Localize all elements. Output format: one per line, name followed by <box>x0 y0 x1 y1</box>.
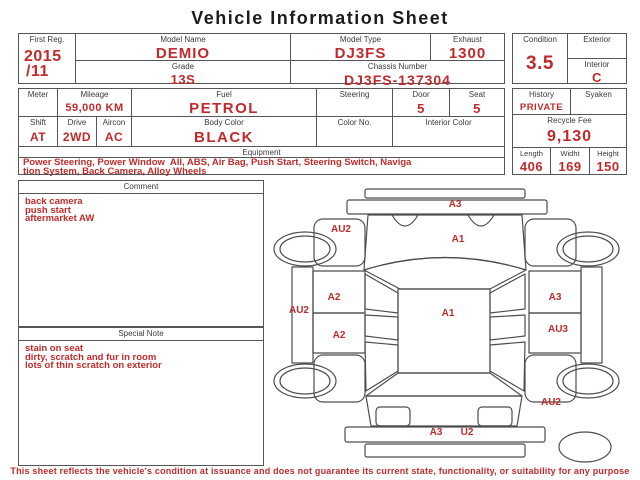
cell-door <box>393 89 450 117</box>
cell-color-no <box>317 117 393 147</box>
meter-value <box>19 100 57 116</box>
comment-label: Comment <box>19 181 263 194</box>
aircon-value: AC <box>104 130 124 144</box>
cell-exhaust <box>431 34 504 61</box>
equipment-text <box>19 157 504 177</box>
recycle-fee-value: 9,130 <box>546 128 593 145</box>
meter-label: Meter <box>27 90 49 99</box>
hood-arc-left <box>392 215 418 226</box>
right-quarter-window <box>490 342 525 391</box>
seat-value: 5 <box>473 100 481 116</box>
cell-length <box>513 148 551 174</box>
model-name-value: DEMIO <box>155 45 211 62</box>
left-front-wheel <box>274 232 336 266</box>
steering-value <box>317 100 392 116</box>
damage-label-left-front-fender: AU2 <box>330 224 352 235</box>
mileage-value: 59,000 KM <box>65 102 124 114</box>
right-rear-window <box>490 315 525 340</box>
cell-fuel <box>132 89 317 117</box>
shift-value: AT <box>29 130 47 144</box>
fuel-label: Fuel <box>216 90 232 99</box>
aircon-label: Aircon <box>102 118 126 127</box>
cell-first-reg <box>19 34 76 83</box>
left-rear-window <box>365 315 398 340</box>
door-value: 5 <box>417 100 425 116</box>
special-note-line: lots of thin scratch on exterior <box>25 360 162 371</box>
rear-hatch <box>366 396 522 426</box>
exterior-label: Exterior <box>583 35 611 44</box>
exhaust-label: Exhaust <box>453 35 482 44</box>
rear-bumper-bar <box>345 427 545 442</box>
cell-interior-color <box>393 117 504 147</box>
comment-body <box>19 194 263 228</box>
mileage-label: Mileage <box>80 90 109 99</box>
history-value: PRIVATE <box>519 101 564 113</box>
right-rocker-panel <box>581 267 602 363</box>
equipment-line1: Power Steering, Power Window All, ABS, Air Bag, Push Start, Steering Switch, Naviga <box>23 157 412 168</box>
history-table <box>512 88 627 175</box>
comment-box <box>18 180 264 327</box>
condition-label: Condition <box>523 35 557 44</box>
right-rear-fender-panel <box>525 355 576 402</box>
exhaust-value: 1300 <box>448 45 487 62</box>
damage-label-hood: A1 <box>451 234 465 245</box>
left-rear-wheel-inner <box>280 368 330 394</box>
damage-label-rear-gate: A3 <box>429 427 443 438</box>
equipment-line2: tion System, Back Camera, Alloy Wheels <box>23 165 207 177</box>
cell-recycle-fee <box>513 115 626 148</box>
windshield <box>364 258 526 290</box>
disclaimer-text: This sheet reflects the vehicle's condition at issuance and does not guarantee its current state, functionality, or suitability for any purpose <box>10 466 630 476</box>
damage-label-left-rear-door: A2 <box>332 330 346 341</box>
damage-label-front-bumper: A3 <box>448 199 462 210</box>
color-no-label: Color No. <box>337 118 372 127</box>
specs-table <box>18 88 505 175</box>
cell-height <box>590 148 626 174</box>
recycle-fee-label: Recycle Fee <box>547 116 592 125</box>
length-value: 406 <box>519 159 544 174</box>
height-value: 150 <box>596 159 620 174</box>
special-note-line: stain on seat <box>25 343 84 354</box>
hood-panel <box>364 215 526 270</box>
history-label: History <box>529 90 554 99</box>
chassis-number-value: DJ3FS-137304 <box>344 72 451 88</box>
steering-label: Steering <box>339 90 370 99</box>
seat-label: Seat <box>468 90 486 99</box>
equipment-label: Equipment <box>242 148 281 157</box>
right-front-wheel <box>557 232 619 266</box>
front-bumper-bar <box>347 200 547 214</box>
hood-arc-right <box>468 215 494 226</box>
right-front-wheel-inner <box>563 236 613 262</box>
cell-history <box>513 89 571 115</box>
left-front-wheel-inner <box>280 236 330 262</box>
exterior-value <box>568 45 626 58</box>
cell-seat <box>450 89 504 117</box>
spare-tire <box>559 432 611 462</box>
condition-table <box>512 33 627 84</box>
damage-label-right-front-door: A3 <box>548 292 562 303</box>
damage-label-left-rocker: AU2 <box>288 305 310 316</box>
right-rear-wheel <box>557 364 619 398</box>
body-color-label: Body Color <box>204 118 244 127</box>
model-type-value: DJ3FS <box>334 45 387 62</box>
right-tail-light <box>478 407 512 426</box>
comment-line: push start <box>25 204 71 216</box>
grade-label: Grade <box>171 62 195 71</box>
model-type-label: Model Type <box>339 35 382 44</box>
damage-label-roof: A1 <box>441 308 455 319</box>
right-rear-wheel-inner <box>563 368 613 394</box>
damage-label-left-front-door: A2 <box>327 292 341 303</box>
front-bumper-top-bar <box>365 189 525 198</box>
interior-color-label: Interior Color <box>425 118 472 127</box>
left-tail-light <box>376 407 410 426</box>
grade-value: 13S <box>170 72 196 87</box>
cell-aircon <box>97 117 132 147</box>
right-front-fender-panel <box>525 219 576 266</box>
first-reg-label: First Reg. <box>29 35 65 44</box>
length-label: Length <box>520 149 543 158</box>
syaken-label: Syaken <box>585 90 612 99</box>
cell-exterior <box>568 34 626 59</box>
cell-syaken <box>571 89 626 115</box>
shift-label: Shift <box>29 118 46 127</box>
cell-interior <box>568 59 626 83</box>
special-note-body <box>19 341 263 375</box>
cell-steering <box>317 89 393 117</box>
chassis-number-label: Chassis Number <box>367 62 428 71</box>
roof-panel <box>398 289 490 373</box>
damage-label-right-rear-door: AU3 <box>547 324 569 335</box>
fuel-value: PETROL <box>189 100 259 117</box>
rear-bumper-lower-bar <box>365 444 525 457</box>
color-no-value <box>317 128 392 146</box>
cell-mileage <box>58 89 132 117</box>
width-label: Widht <box>560 149 580 158</box>
model-name-label: Model Name <box>160 35 206 44</box>
cell-width <box>551 148 590 174</box>
special-note-line: dirty, scratch and fur in room <box>25 351 157 363</box>
left-quarter-window <box>365 342 398 391</box>
interior-color-value <box>393 128 504 146</box>
body-color-value: BLACK <box>194 128 254 146</box>
cell-meter <box>19 89 58 117</box>
damage-label-right-rear-fender: AU2 <box>540 397 562 408</box>
damage-label-rear-bumper: U2 <box>460 427 474 438</box>
first-reg-year: 2015 <box>24 48 62 65</box>
special-note-label: Special Note <box>19 328 263 341</box>
special-note-box <box>18 327 264 466</box>
width-value: 169 <box>558 159 582 174</box>
comment-line: aftermarket AW <box>25 213 95 224</box>
cell-drive <box>58 117 97 147</box>
cell-condition <box>513 34 568 83</box>
cell-model-type <box>291 34 431 61</box>
drive-value: 2WD <box>62 130 92 144</box>
drive-label: Drive <box>67 118 87 127</box>
comment-line: back camera <box>25 196 83 207</box>
door-label: Door <box>412 90 430 99</box>
height-label: Height <box>597 149 619 158</box>
cell-shift <box>19 117 58 147</box>
syaken-value <box>571 100 626 114</box>
first-reg-month: /11 <box>26 63 49 80</box>
condition-value: 3.5 <box>526 53 554 74</box>
vehicle-damage-diagram <box>268 183 633 473</box>
left-rear-wheel <box>274 364 336 398</box>
cell-grade <box>76 61 291 87</box>
cell-model-name <box>76 34 291 61</box>
registration-table <box>18 33 505 88</box>
interior-value: C <box>592 70 602 85</box>
cell-chassis-number <box>291 61 504 88</box>
page-title: Vehicle Information Sheet <box>191 8 449 28</box>
interior-label: Interior <box>584 60 610 69</box>
cell-body-color <box>132 117 317 147</box>
